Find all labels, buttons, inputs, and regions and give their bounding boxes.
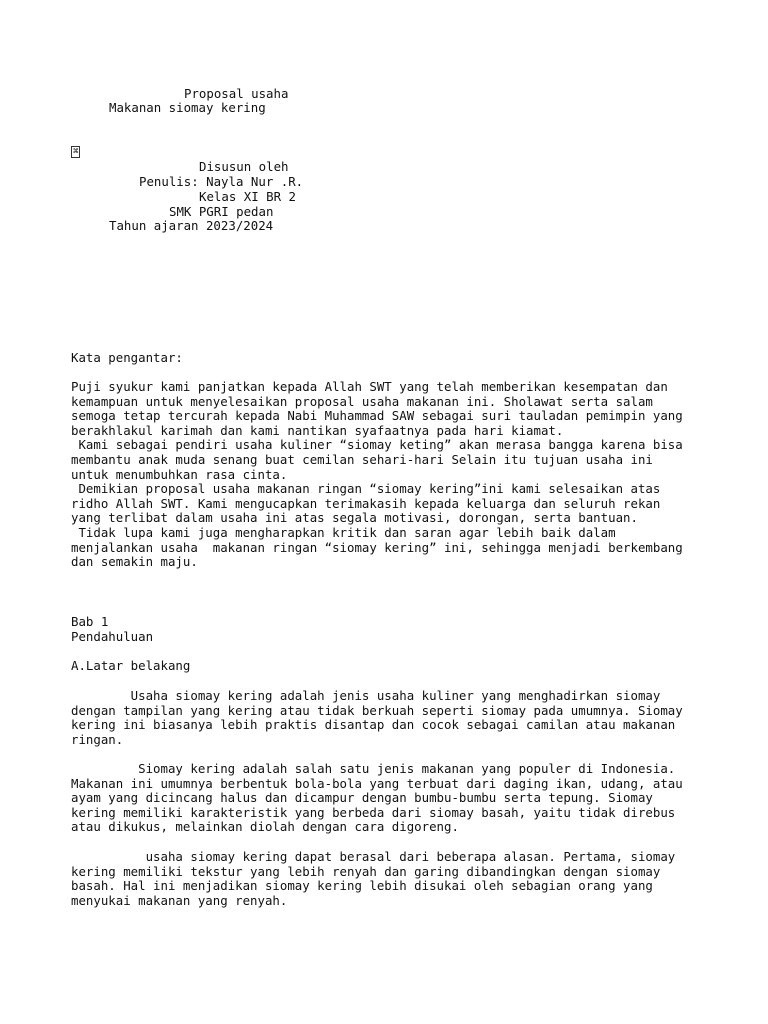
section-heading: A.Latar belakang	[71, 658, 191, 673]
kata-pengantar-heading: Kata pengantar:	[71, 350, 183, 365]
title-line-1: Proposal usaha	[184, 86, 289, 101]
paragraph-3: usaha siomay kering dapat berasal dari beberapa alasan. Pertama, siomay kering memiliki tekstur yang lebih renyah dan garing dibandingkan dengan siomay basah. Hal ini menjadikan siomay kering lebih disukai oleh sebagian orang yang menyukai makanan yang renyah.	[71, 849, 676, 908]
title-line-2: Makanan siomay kering	[109, 100, 266, 115]
kata-pengantar-paragraph: Puji syukur kami panjatkan kepada Allah SWT yang telah memberikan kesempatan dan kemampuan untuk menyelesaikan proposal usaha makanan ini. Sholawat serta salam semoga tetap tercurah kepada Nabi Muhammad SAW sebagai suri tauladan pemimpin yang berakhlakul karimah dan kami nantikan syafaatnya pada hari kiamat. Kami sebagai pendiri usaha kuliner “siomay keting” akan merasa bangga karena bisa membantu anak muda senang buat cemilan sehari-hari Selain itu tujuan usaha ini untuk menumbuhkan rasa cinta. Demikian proposal usaha makanan ringan “siomay kering”ini kami selesaikan atas ridho Allah SWT. Kami mengucapkan terimakasih kepada keluarga dan seluruh rekan yang terlibat dalam usaha ini atas segala motivasi, dorongan, serta bantuan. Tidak lupa kami juga mengharapkan kritik dan saran agar lebih baik dalam menjalankan usaha makanan ringan “siomay kering” ini, sehingga menjadi berkembang dan semakin maju.	[71, 379, 683, 570]
paragraph-1: Usaha siomay kering adalah jenis usaha kuliner yang menghadirkan siomay dengan tampilan yang kering atau tidak berkuah seperti siomay pada umumnya. Siomay kering ini biasanya lebih praktis disantap dan cocok sebagai camilan atau makanan ringan.	[71, 688, 683, 747]
author-line-3: Kelas XI BR 2	[199, 189, 296, 204]
unknown-glyph-icon: ⌘	[73, 147, 79, 157]
bab-label: Bab 1	[71, 614, 109, 629]
author-line-4: SMK PGRI pedan	[169, 204, 274, 219]
author-line-1: Disusun oleh	[199, 159, 289, 174]
author-line-2: Penulis: Nayla Nur .R.	[139, 174, 304, 189]
paragraph-2: Siomay kering adalah salah satu jenis makanan yang populer di Indonesia. Makanan ini umumnya berbentuk bola-bola yang terbuat dari daging ikan, udang, atau ayam yang dicincang halus dan dicampur dengan bumbu-bumbu serta tepung. Siomay kering memiliki karakteristik yang berbeda dari siomay basah, yaitu tidak direbus atau dikukus, melainkan diolah dengan cara digoreng.	[71, 761, 683, 835]
bab-title: Pendahuluan	[71, 629, 154, 644]
author-line-5: Tahun ajaran 2023/2024	[109, 218, 274, 233]
